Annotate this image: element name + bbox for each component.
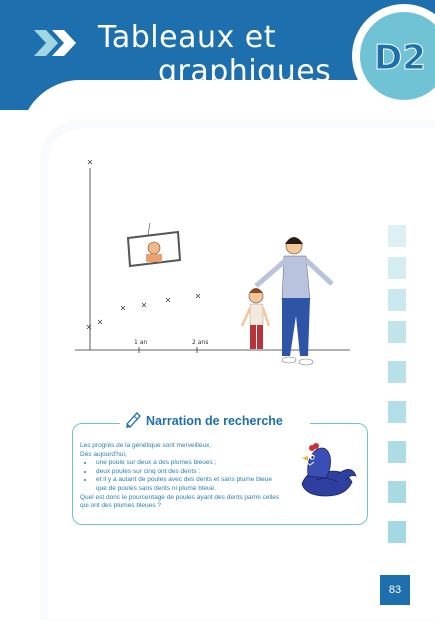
photo-frame bbox=[128, 223, 180, 266]
growth-illustration bbox=[70, 160, 350, 370]
tick-label-2: 2 ans bbox=[192, 339, 209, 346]
narration-text bbox=[80, 442, 280, 511]
side-tab bbox=[388, 321, 406, 343]
narration-title: Narration de recherche bbox=[146, 414, 283, 428]
narration-list-item: • deux poules sur cinq ont des dents ; bbox=[94, 468, 280, 477]
narration-intro-1: Les progrès de la génétique sont merveilleux. bbox=[80, 442, 212, 449]
pencil-icon bbox=[124, 410, 142, 428]
narration-question: Quel est donc le pourcentage de poules ayant des dents parmi celles qui ont des plumes bleues ? bbox=[80, 493, 280, 510]
narration-intro-2: Dès aujourd'hui, bbox=[80, 450, 127, 458]
chapter-code: D2 bbox=[374, 38, 426, 78]
page-number: 83 bbox=[388, 584, 402, 596]
narration-list bbox=[80, 459, 280, 493]
double-chevron-icon bbox=[34, 30, 82, 56]
chapter-title-line2: graphiques bbox=[158, 54, 332, 89]
side-tab bbox=[388, 441, 406, 463]
narration-list-item: • une poule sur deux a des plumes bleues ; bbox=[94, 459, 280, 468]
side-tab bbox=[388, 481, 406, 503]
side-tab bbox=[388, 225, 406, 247]
child-figure bbox=[242, 288, 269, 349]
adult-figure bbox=[256, 237, 332, 365]
side-tab bbox=[388, 361, 406, 383]
narration-list-item: • et il y a autant de poules avec des dents et sans plume bleue que de poules sans dents ni plume bleue. bbox=[94, 476, 280, 493]
side-tab bbox=[388, 257, 406, 279]
side-tab bbox=[388, 289, 406, 311]
side-tab bbox=[388, 521, 406, 543]
chapter-title-line1: Tableaux et bbox=[98, 20, 276, 55]
blue-hen-illustration bbox=[298, 440, 358, 502]
side-tab bbox=[388, 401, 406, 423]
tick-label-1: 1 an bbox=[134, 339, 148, 346]
